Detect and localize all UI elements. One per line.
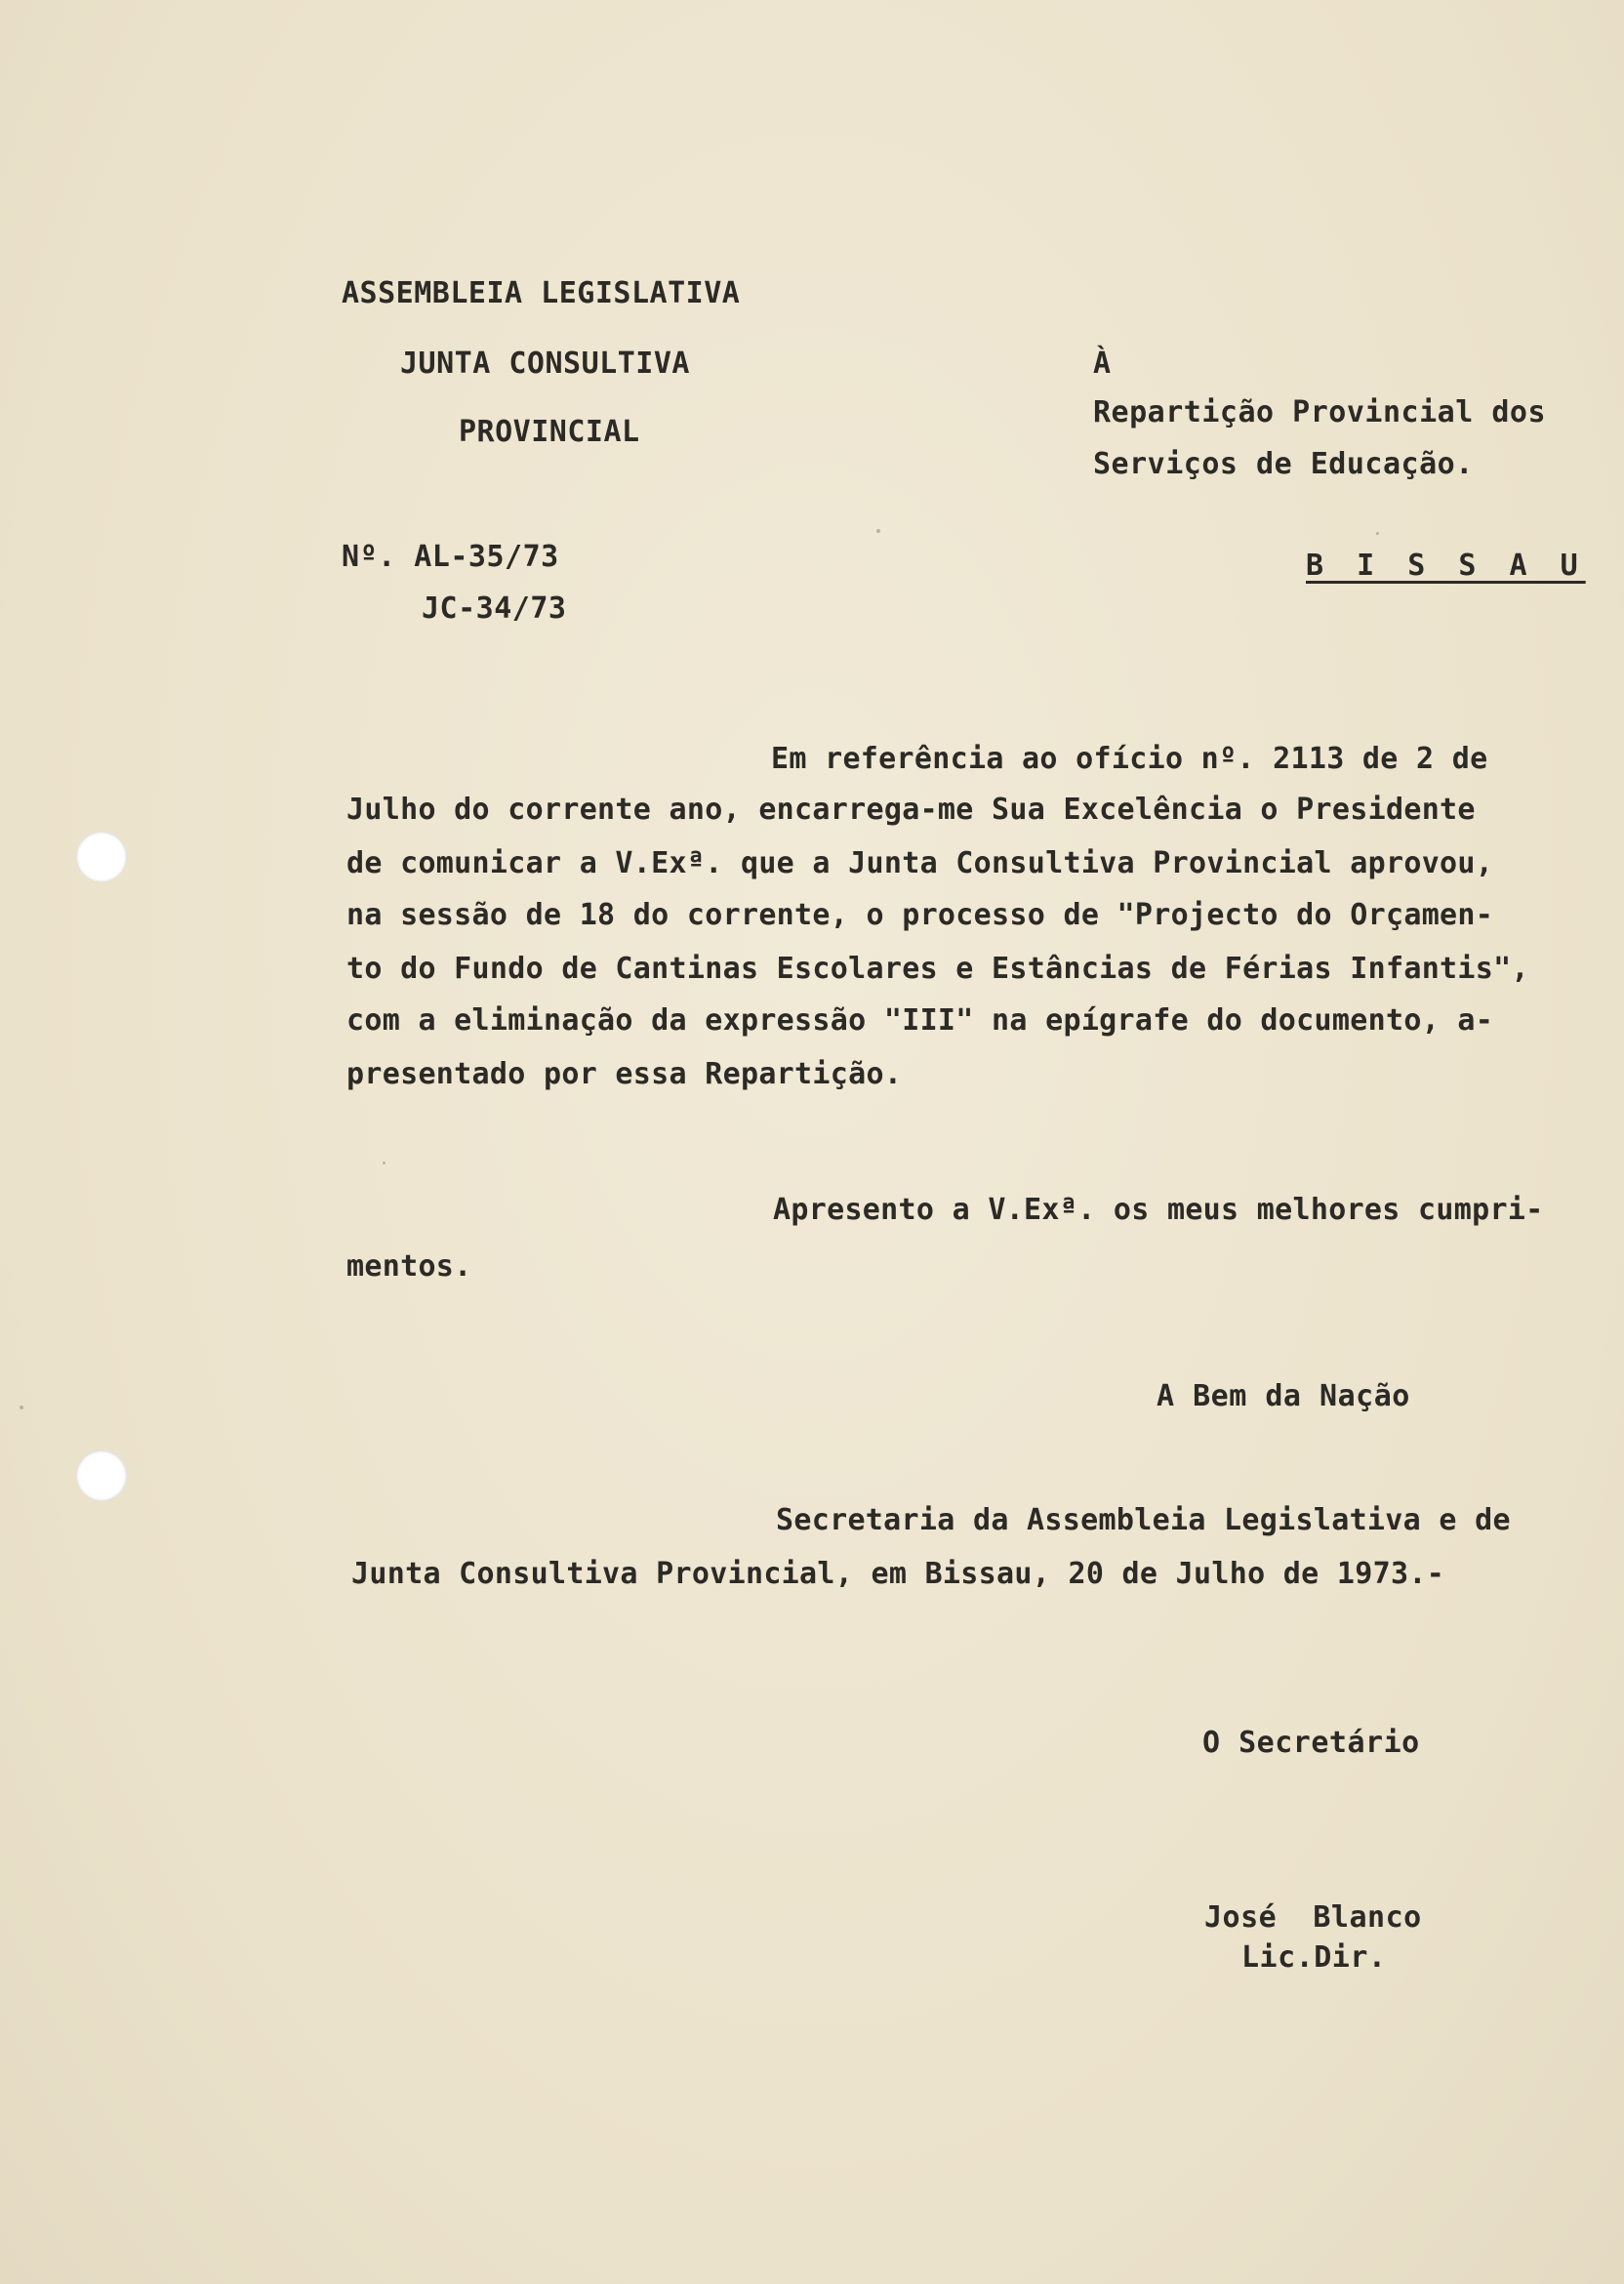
body-paragraph-2-line-1: Apresento a V.Exª. os meus melhores cumpri-: [773, 1193, 1544, 1227]
body-paragraph-1-line-6: com a eliminação da expressão "III" na epígrafe do documento, a-: [346, 1003, 1494, 1038]
body-paragraph-1-line-2: Julho do corrente ano, encarrega-me Sua Excelência o Presidente: [346, 793, 1476, 827]
paper-speck: [876, 529, 880, 533]
closing-place-line-1: Secretaria da Assembleia Legislativa e de: [776, 1503, 1511, 1537]
signatory-title: O Secretário: [1202, 1726, 1420, 1760]
punch-hole-bottom: [76, 1450, 127, 1501]
signatory-degree: Lic.Dir.: [1241, 1940, 1387, 1975]
addressee-line-1: Repartição Provincial dos: [1093, 395, 1547, 429]
body-paragraph-1-line-3: de comunicar a V.Exª. que a Junta Consultiva Provincial aprovou,: [346, 846, 1494, 880]
reference-number-al: Nº. AL-35/73: [342, 540, 559, 574]
reference-number-jc: JC-34/73: [422, 591, 567, 626]
letterhead-line-2: JUNTA CONSULTIVA: [400, 347, 690, 381]
letterhead-line-3: PROVINCIAL: [459, 415, 640, 449]
addressee-city: B I S S A U: [1306, 549, 1586, 583]
closing-place-line-2: Junta Consultiva Provincial, em Bissau, 20 de Julho de 1973.-: [351, 1557, 1445, 1591]
closing-salutation: A Bem da Nação: [1157, 1379, 1410, 1413]
signatory-name: José Blanco: [1204, 1900, 1422, 1935]
body-paragraph-1-line-5: to do Fundo de Cantinas Escolares e Estâncias de Férias Infantis",: [346, 952, 1529, 986]
body-paragraph-1-line-1: Em referência ao ofício nº. 2113 de 2 de: [771, 742, 1488, 776]
body-paragraph-1-line-4: na sessão de 18 do corrente, o processo de "Projecto do Orçamen-: [346, 898, 1494, 932]
addressee-line-2: Serviços de Educação.: [1093, 447, 1474, 481]
paper-speck: [383, 1162, 386, 1164]
paper-speck: [20, 1406, 23, 1409]
punch-hole-top: [76, 832, 127, 882]
body-paragraph-1-line-7: presentado por essa Repartição.: [346, 1057, 903, 1091]
paper-speck: [1376, 532, 1379, 535]
addressee-prefix: À: [1093, 347, 1112, 381]
letterhead-line-1: ASSEMBLEIA LEGISLATIVA: [342, 276, 741, 310]
body-paragraph-2-line-2: mentos.: [346, 1249, 472, 1284]
